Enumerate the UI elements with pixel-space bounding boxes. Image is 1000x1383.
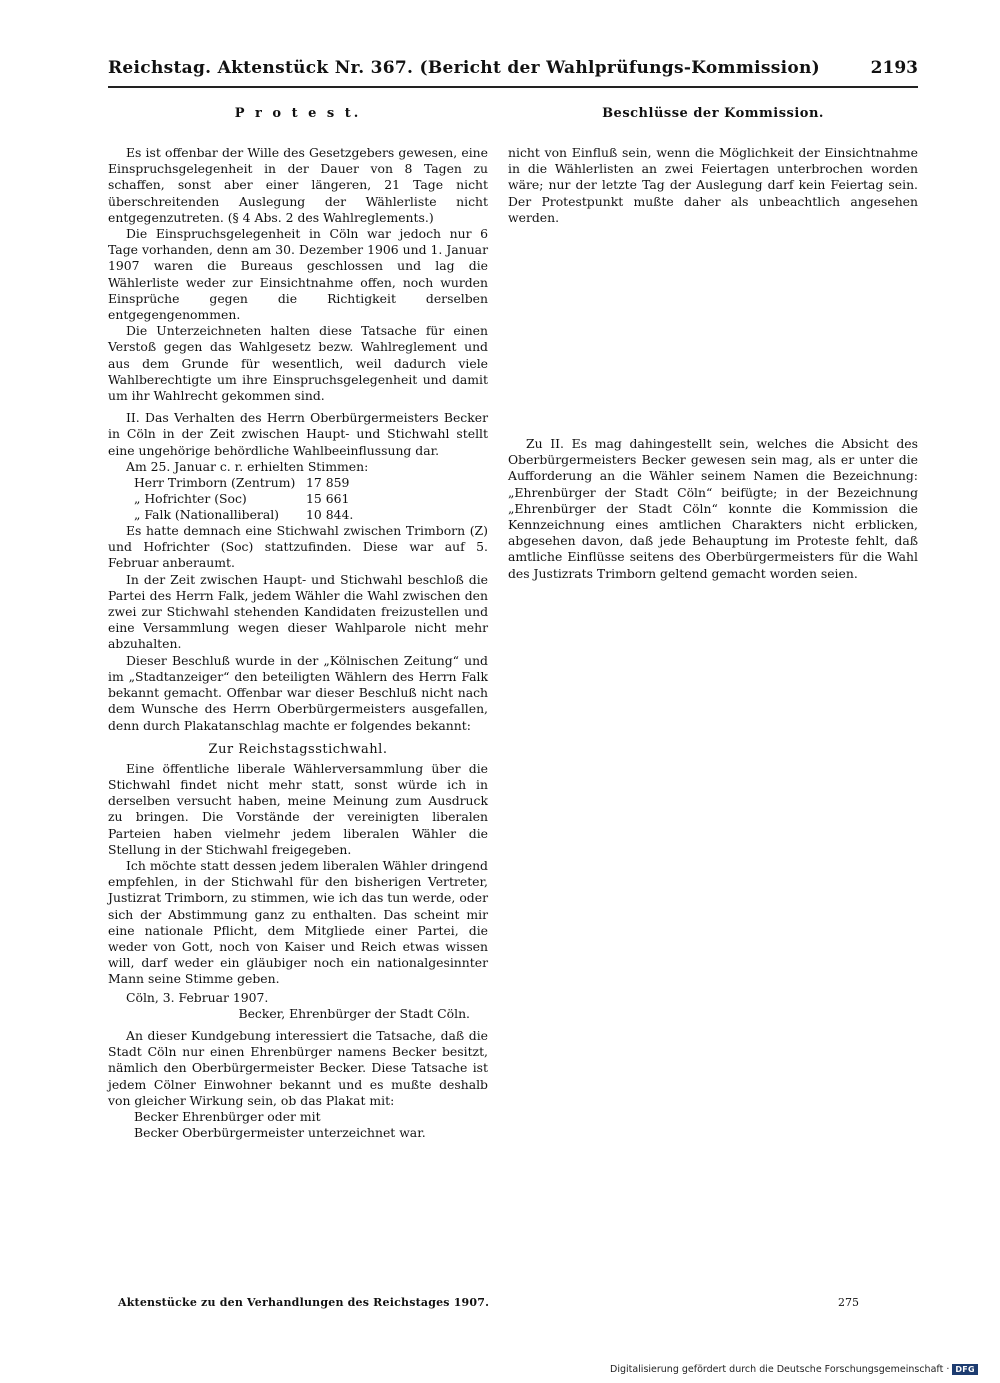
paragraph: nicht von Einfluß sein, wenn die Möglichkeit der Einsichtnahme in die Wählerlisten an zwei Feiertagen unterbrochen worden wäre; nur der letzte Tag der Auslegung darf kein Feiertag sein. Der Protestpunkt mußte daher als unbeachtlich angesehen werden.: [508, 145, 918, 225]
paragraph: An dieser Kundgebung interessiert die Tatsache, daß die Stadt Cöln nur einen Ehrenbürger namens Becker besitzt, nämlich den Oberbürgermeister Becker. Diese Tatsache ist jedem Cölner Einwohner bekannt und es mußte deshalb von gleicher Wirkung sein, ob das Plakat mit:: [108, 1027, 488, 1108]
candidate-name: „ Falk (Nationalliberal): [134, 507, 280, 523]
plakat-line: Becker Ehrenbürger oder mit: [134, 1108, 321, 1124]
vote-row: [134, 475, 488, 491]
digitization-credit: [610, 1364, 978, 1375]
paragraph: Die Einspruchsgelegenheit in Cöln war jedoch nur 6 Tage vorhanden, denn am 30. Dezember 1906 und 1. Januar 1907 waren die Bureaus geschlossen und lag die Wählerliste weder zur Einsichtnahme offen, noch wurden Einsprüche gegen die Richtigkeit derselben entgegengenommen.: [108, 226, 488, 323]
notice-paragraph: Eine öffentliche liberale Wählerversammlung über die Stichwahl findet nicht mehr statt, sonst würde ich in derselben versucht haben, meine Meinung zum Ausdruck zu bringen. Die Vorstände der vereinigten liberalen Parteien haben vielmehr jedem liberalen Wähler die Stellung in der Stichwahl freigegeben.: [108, 760, 488, 857]
header-title: Reichstag. Aktenstück Nr. 367. (Bericht der Wahlprüfungs-Kommission): [108, 58, 821, 78]
vote-results: [134, 475, 488, 523]
page-header: [108, 58, 918, 88]
credit-text: Digitalisierung gefördert durch die Deutsche Forschungsgemeinschaft ·: [610, 1364, 950, 1375]
footer-source: Aktenstücke zu den Verhandlungen des Reichstages 1907.: [118, 1296, 490, 1309]
signature-name: Becker, Ehrenbürger der Stadt Cöln.: [238, 1005, 470, 1021]
plakat-lines: [134, 1109, 488, 1141]
vote-row: [134, 491, 488, 507]
notice-paragraph: Ich möchte statt dessen jedem liberalen Wähler dringend empfehlen, in der Stichwahl für den bisherigen Vertreter, Justizrat Trimborn, zu stimmen, wie ich das tun werde, oder sich der Abstimmung ganz zu enthalten. Das scheint mir eine nationale Pflicht, dem Mitgliede einer Partei, die weder von Gott, noch von Kaiser und Reich etwas wissen will, darf weder ein gläubiger noch ein nationalgesinnter Mann seine Stimme geben.: [108, 857, 488, 987]
paragraph: Am 25. Januar c. r. erhielten Stimmen:: [126, 458, 369, 474]
candidate-name: „ Hofrichter (Soc): [134, 491, 247, 507]
notice-quote: [108, 761, 488, 988]
footer-page-number: 275: [838, 1296, 859, 1309]
vote-row: [134, 507, 488, 523]
header-rule: [108, 86, 918, 88]
plakat-line: Becker Oberbürgermeister unterzeichnet war.: [134, 1124, 426, 1140]
protest-heading: P r o t e s t.: [234, 106, 362, 121]
commission-column: [508, 106, 918, 581]
commission-heading: Beschlüsse der Kommission.: [602, 106, 824, 121]
dfg-logo: DFG: [952, 1364, 978, 1375]
vote-count: 15 661: [306, 491, 350, 507]
paragraph: Es hatte demnach eine Stichwahl zwischen Trimborn (Z) und Hofrichter (Soc) stattzufinden. Diese war auf 5. Februar anberaumt.: [108, 523, 488, 571]
paragraph: Dieser Beschluß wurde in der „Kölnischen Zeitung“ und im „Stadtanzeiger“ den beteiligten Wählern des Herrn Falk bekannt gemacht. Offenbar war dieser Beschluß nicht nach dem Wunsche des Herrn Oberbürgermeisters ausgefallen, denn durch Plakatanschlag machte er folgendes bekannt:: [108, 652, 488, 733]
page-number: 2193: [870, 58, 918, 78]
signature-date: Cöln, 3. Februar 1907.: [126, 989, 269, 1005]
paragraph-section-ii: II. Das Verhalten des Herrn Oberbürgermeisters Becker in Cöln in der Zeit zwischen Haupt- und Stichwahl stellt eine ungehörige behördliche Wahlbeeinflussung dar.: [108, 410, 488, 458]
paragraph: In der Zeit zwischen Haupt- und Stichwahl beschloß die Partei des Herrn Falk, jedem Wähler die Wahl zwischen den zwei zur Stichwahl stehenden Kandidaten freizustellen und eine Versammlung wegen dieser Wahlparole nicht mehr abzuhalten.: [108, 571, 488, 652]
commission-section-ii: [508, 436, 918, 582]
paragraph: Es ist offenbar der Wille des Gesetzgebers gewesen, eine Einspruchsgelegenheit in der Dauer von 8 Tagen zu schaffen, sonst aber einer längeren, 21 Tage nicht überschreitenden Auslegung der Wählerliste nicht entgegenzutreten. (§ 4 Abs. 2 des Wahlreglements.): [108, 145, 488, 225]
candidate-name: Herr Trimborn (Zentrum): [134, 475, 296, 491]
protest-column: [108, 106, 488, 1141]
vote-count: 10 844.: [306, 507, 354, 523]
paragraph: Zu II. Es mag dahingestellt sein, welches die Absicht des Oberbürgermeisters Becker gewesen sein mag, als er unter die Aufforderung an die Wähler seinem Namen die Bezeichnung: „Ehrenbürger der Stadt Cöln“ beifügte; in der Bezeichnung „Ehrenbürger der Stadt Cöln“ konnte die Kommission die Kennzeichnung eines amtlichen Charakters nicht erblicken, abgesehen davon, daß jede Behauptung im Proteste fehlt, daß amtliche Einflüsse seitens des Oberbürgermeisters für die Wahl des Justizrats Trimborn geltend gemacht worden seien.: [508, 436, 918, 581]
vote-count: 17 859: [306, 475, 350, 491]
notice-title: Zur Reichstagsstichwahl.: [208, 741, 388, 757]
paragraph: Die Unterzeichneten halten diese Tatsache für einen Verstoß gegen das Wahlgesetz bezw. Wahlreglement und aus dem Grunde für wesentlich, weil dadurch viele Wahlberechtigte um ihre Einspruchsgelegenheit und damit um ihr Wahlrecht gekommen sind.: [108, 323, 488, 404]
